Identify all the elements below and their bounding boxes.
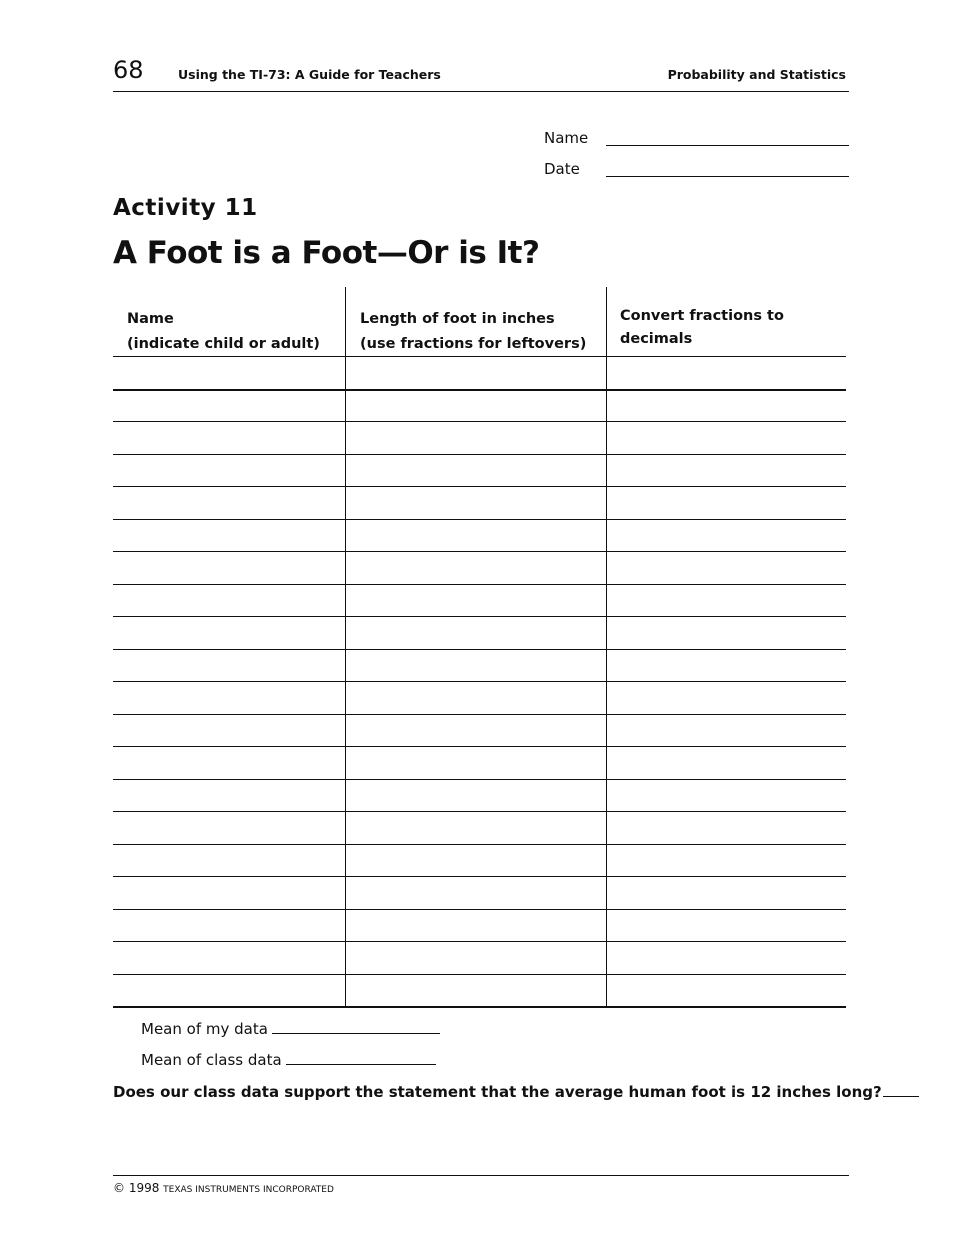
row-divider — [113, 649, 846, 650]
table-cell[interactable] — [347, 423, 604, 452]
table-cell[interactable] — [115, 391, 343, 420]
table-cell[interactable] — [608, 456, 844, 485]
table-cell[interactable] — [115, 521, 343, 550]
table-cell[interactable] — [347, 553, 604, 582]
table-cell[interactable] — [115, 911, 343, 940]
row-divider — [113, 421, 846, 422]
row-divider — [113, 681, 846, 682]
mean-my-data-label: Mean of my data — [141, 1020, 268, 1038]
table-cell[interactable] — [608, 488, 844, 517]
copyright — [113, 1180, 334, 1198]
column-header-decimals — [620, 305, 784, 351]
table-cell[interactable] — [115, 943, 343, 972]
book-title: Using the TI-73: A Guide for Teachers — [178, 67, 441, 82]
column-header-line: (use fractions for leftovers) — [360, 336, 587, 352]
row-divider — [113, 616, 846, 617]
table-cell[interactable] — [115, 651, 343, 680]
table-cell[interactable] — [347, 813, 604, 842]
row-divider — [113, 1006, 846, 1008]
table-cell[interactable] — [608, 846, 844, 875]
table-cell[interactable] — [115, 748, 343, 777]
column-header-line: (indicate child or adult) — [127, 336, 320, 352]
row-divider — [113, 941, 846, 942]
table-cell[interactable] — [608, 358, 844, 387]
table-cell[interactable] — [347, 976, 604, 1005]
header-divider — [113, 91, 849, 92]
table-cell[interactable] — [608, 586, 844, 615]
table-cell[interactable] — [115, 456, 343, 485]
column-header-name — [127, 307, 320, 357]
column-header-line: Length of foot in inches — [360, 311, 555, 327]
row-divider — [113, 356, 846, 357]
support-question-blank[interactable] — [883, 1082, 919, 1097]
row-divider — [113, 454, 846, 455]
table-cell[interactable] — [115, 878, 343, 907]
row-divider — [113, 844, 846, 845]
page-number: 68 — [113, 56, 144, 84]
table-cell[interactable] — [347, 943, 604, 972]
table-cell[interactable] — [347, 488, 604, 517]
column-header-line: Convert fractions to — [620, 308, 784, 324]
name-label: Name — [544, 129, 589, 147]
column-divider — [345, 287, 346, 1007]
table-cell[interactable] — [115, 423, 343, 452]
support-question — [113, 1082, 919, 1101]
mean-my-data-field — [141, 1019, 440, 1038]
table-cell[interactable] — [115, 813, 343, 842]
table-cell[interactable] — [347, 456, 604, 485]
column-divider — [606, 287, 607, 1007]
row-divider — [113, 714, 846, 715]
row-divider — [113, 811, 846, 812]
date-blank-line — [606, 176, 849, 177]
column-header-line: decimals — [620, 331, 693, 347]
table-cell[interactable] — [115, 586, 343, 615]
row-divider — [113, 519, 846, 520]
table-cell[interactable] — [347, 748, 604, 777]
table-cell[interactable] — [608, 423, 844, 452]
row-divider — [113, 876, 846, 877]
row-divider — [113, 746, 846, 747]
row-divider — [113, 584, 846, 585]
table-cell[interactable] — [115, 716, 343, 745]
table-cell[interactable] — [347, 781, 604, 810]
mean-my-data-blank[interactable] — [272, 1019, 440, 1034]
row-divider — [113, 551, 846, 552]
table-cell[interactable] — [347, 391, 604, 420]
column-header-length — [360, 307, 586, 357]
table-cell[interactable] — [608, 553, 844, 582]
table-cell[interactable] — [608, 716, 844, 745]
table-cell[interactable] — [608, 878, 844, 907]
activity-title: A Foot is a Foot—Or is It? — [113, 235, 540, 271]
table-cell[interactable] — [608, 976, 844, 1005]
table-cell[interactable] — [347, 911, 604, 940]
table-cell[interactable] — [608, 683, 844, 712]
table-cell[interactable] — [608, 391, 844, 420]
mean-class-data-label: Mean of class data — [141, 1051, 282, 1069]
table-cell[interactable] — [347, 878, 604, 907]
row-divider — [113, 779, 846, 780]
table-cell[interactable] — [347, 358, 604, 387]
table-cell[interactable] — [347, 521, 604, 550]
table-cell[interactable] — [115, 358, 343, 387]
section-title: Probability and Statistics — [667, 67, 846, 82]
table-cell[interactable] — [115, 683, 343, 712]
table-cell[interactable] — [608, 781, 844, 810]
table-cell[interactable] — [347, 716, 604, 745]
table-cell[interactable] — [608, 911, 844, 940]
column-header-line: Name — [127, 311, 174, 327]
name-blank-line — [606, 145, 849, 146]
table-cell[interactable] — [608, 651, 844, 680]
row-divider — [113, 909, 846, 910]
table-cell[interactable] — [115, 618, 343, 647]
table-cell[interactable] — [608, 943, 844, 972]
table-cell[interactable] — [115, 781, 343, 810]
copyright-holder: TEXAS INSTRUMENTS INCORPORATED — [163, 1185, 334, 1195]
table-cell[interactable] — [608, 618, 844, 647]
table-cell[interactable] — [347, 586, 604, 615]
table-cell[interactable] — [608, 813, 844, 842]
table-cell[interactable] — [608, 521, 844, 550]
table-cell[interactable] — [115, 488, 343, 517]
support-question-text: Does our class data support the statement that the average human foot is 12 inches long? — [113, 1083, 882, 1101]
footer-divider — [113, 1175, 849, 1176]
activity-label: Activity 11 — [113, 195, 258, 221]
mean-class-data-field — [141, 1050, 436, 1069]
mean-class-data-blank[interactable] — [286, 1050, 436, 1065]
date-label: Date — [544, 160, 580, 178]
table-cell[interactable] — [115, 553, 343, 582]
table-cell[interactable] — [608, 748, 844, 777]
copyright-prefix: © 1998 — [113, 1181, 164, 1195]
data-table — [113, 287, 846, 1007]
table-cell[interactable] — [115, 976, 343, 1005]
row-divider — [113, 486, 846, 487]
table-cell[interactable] — [347, 618, 604, 647]
table-cell[interactable] — [347, 651, 604, 680]
table-cell[interactable] — [115, 846, 343, 875]
table-cell[interactable] — [347, 846, 604, 875]
row-divider — [113, 974, 846, 975]
table-cell[interactable] — [347, 683, 604, 712]
